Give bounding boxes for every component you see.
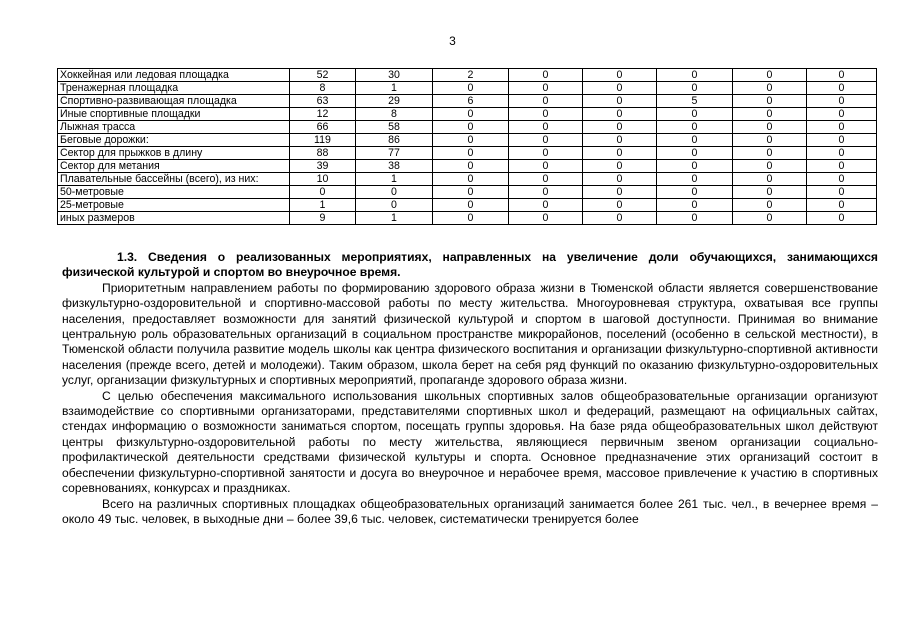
value-cell: 0 — [509, 108, 583, 121]
value-cell: 0 — [733, 212, 807, 225]
table-row — [58, 212, 877, 225]
value-cell: 0 — [733, 199, 807, 212]
value-cell: 2 — [433, 69, 509, 82]
table-row — [58, 108, 877, 121]
value-cell: 8 — [290, 82, 356, 95]
section-text — [62, 250, 878, 527]
facility-name-cell: Лыжная трасса — [58, 121, 290, 134]
table-body — [58, 69, 877, 225]
paragraph-2: С целью обеспечения максимального использования школьных спортивных залов общеобразовательные организации организуют взаимодействие со спортивными организаторами, представителями спортивных школ и федераций, размещают на официальных сайтах, стендах информацию о возможности заниматься спортом, посещать группы здоровья. На базе ряда общеобразовательных школ действуют центры физкультурно-оздоровительной работы по месту жительства, являющиеся первичным звеном организации социально-профилактической деятельности средствами физической культуры и спорта. Основное предназначение этих организаций состоит в обеспечении физкультурно-спортивной занятости и досуга во внеурочное и нерабочее время, массовое привлечение к участию в спортивных соревнованиях, конкурсах и праздниках. — [62, 388, 878, 496]
value-cell: 0 — [509, 121, 583, 134]
table-row — [58, 160, 877, 173]
facility-name-cell: Иные спортивные площадки — [58, 108, 290, 121]
value-cell: 5 — [657, 95, 733, 108]
page-number: 3 — [449, 34, 456, 48]
value-cell: 119 — [290, 134, 356, 147]
value-cell: 0 — [733, 173, 807, 186]
value-cell: 0 — [657, 134, 733, 147]
table-row — [58, 199, 877, 212]
value-cell: 0 — [433, 147, 509, 160]
value-cell: 0 — [433, 121, 509, 134]
value-cell: 0 — [433, 199, 509, 212]
table-row — [58, 186, 877, 199]
paragraph-1: Приоритетным направлением работы по формированию здорового образа жизни в Тюменской области является совершенствование физкультурно-оздоровительной и спортивно-массовой работы по месту жительства. Многоуровневая структура, охватывая все группы населения, предоставляет возможности для занятий физической культурой и спортом в шаговой доступности. Принимая во внимание центральную роль образовательных организаций в социальном пространстве микрорайонов, поселений (особенно в сельской местности), в Тюменской области получила развитие модель школы как центра физического воспитания и организации физкультурно-спортивной активности населения (прежде всего, детей и молодежи). Таким образом, школа берет на себя ряд функций по оказанию физкультурно-оздоровительных услуг, организации физкультурных и спортивных мероприятий, пропаганде здорового образа жизни. — [62, 280, 878, 388]
value-cell: 1 — [356, 82, 433, 95]
value-cell: 0 — [509, 134, 583, 147]
value-cell: 12 — [290, 108, 356, 121]
section-heading: 1.3. Сведения о реализованных мероприятиях, направленных на увеличение доли обучающихся, занимающихся физической культурой и спортом во внеурочное время. — [62, 250, 878, 280]
facility-name-cell: Плавательные бассейны (всего), из них: — [58, 173, 290, 186]
value-cell: 0 — [657, 121, 733, 134]
value-cell: 0 — [733, 147, 807, 160]
value-cell: 0 — [509, 199, 583, 212]
value-cell: 0 — [433, 173, 509, 186]
value-cell: 0 — [807, 82, 877, 95]
value-cell: 0 — [433, 82, 509, 95]
value-cell: 29 — [356, 95, 433, 108]
value-cell: 0 — [807, 69, 877, 82]
table-row — [58, 121, 877, 134]
facility-name-cell: Тренажерная площадка — [58, 82, 290, 95]
value-cell: 0 — [356, 186, 433, 199]
value-cell: 1 — [356, 173, 433, 186]
value-cell: 0 — [433, 212, 509, 225]
facility-name-cell: Беговые дорожки: — [58, 134, 290, 147]
table-row — [58, 147, 877, 160]
table-row — [58, 95, 877, 108]
value-cell: 0 — [807, 173, 877, 186]
value-cell: 0 — [583, 160, 657, 173]
value-cell: 0 — [509, 69, 583, 82]
value-cell: 0 — [509, 160, 583, 173]
facility-name-cell: иных размеров — [58, 212, 290, 225]
value-cell: 63 — [290, 95, 356, 108]
value-cell: 0 — [583, 108, 657, 121]
value-cell: 0 — [807, 134, 877, 147]
value-cell: 0 — [657, 108, 733, 121]
value-cell: 1 — [356, 212, 433, 225]
value-cell: 0 — [657, 173, 733, 186]
value-cell: 0 — [807, 199, 877, 212]
value-cell: 0 — [433, 160, 509, 173]
value-cell: 8 — [356, 108, 433, 121]
value-cell: 0 — [657, 199, 733, 212]
value-cell: 0 — [733, 69, 807, 82]
value-cell: 0 — [583, 186, 657, 199]
value-cell: 0 — [356, 199, 433, 212]
value-cell: 0 — [583, 173, 657, 186]
table-row — [58, 69, 877, 82]
value-cell: 0 — [509, 82, 583, 95]
value-cell: 0 — [433, 134, 509, 147]
value-cell: 0 — [733, 121, 807, 134]
value-cell: 0 — [509, 186, 583, 199]
facility-name-cell: Хоккейная или ледовая площадка — [58, 69, 290, 82]
value-cell: 88 — [290, 147, 356, 160]
value-cell: 0 — [733, 134, 807, 147]
value-cell: 0 — [583, 134, 657, 147]
facility-name-cell: 50-метровые — [58, 186, 290, 199]
value-cell: 0 — [509, 95, 583, 108]
value-cell: 0 — [807, 108, 877, 121]
value-cell: 30 — [356, 69, 433, 82]
value-cell: 0 — [583, 82, 657, 95]
value-cell: 0 — [657, 160, 733, 173]
value-cell: 0 — [807, 121, 877, 134]
value-cell: 0 — [807, 95, 877, 108]
value-cell: 0 — [657, 82, 733, 95]
value-cell: 66 — [290, 121, 356, 134]
paragraph-3: Всего на различных спортивных площадках общеобразовательных организаций занимается более 261 тыс. чел., в вечернее время – около 49 тыс. человек, в выходные дни – более 39,6 тыс. человек, систематически тренируется более — [62, 496, 878, 526]
value-cell: 0 — [657, 147, 733, 160]
table-row — [58, 82, 877, 95]
value-cell: 0 — [807, 212, 877, 225]
value-cell: 38 — [356, 160, 433, 173]
value-cell: 77 — [356, 147, 433, 160]
value-cell: 0 — [509, 147, 583, 160]
facility-name-cell: 25-метровые — [58, 199, 290, 212]
table-row — [58, 173, 877, 186]
value-cell: 0 — [290, 186, 356, 199]
value-cell: 52 — [290, 69, 356, 82]
value-cell: 0 — [807, 147, 877, 160]
value-cell: 0 — [433, 186, 509, 199]
facility-name-cell: Сектор для метания — [58, 160, 290, 173]
value-cell: 0 — [807, 160, 877, 173]
value-cell: 0 — [583, 95, 657, 108]
value-cell: 6 — [433, 95, 509, 108]
value-cell: 58 — [356, 121, 433, 134]
value-cell: 0 — [733, 160, 807, 173]
value-cell: 0 — [583, 147, 657, 160]
value-cell: 0 — [733, 82, 807, 95]
facility-name-cell: Сектор для прыжков в длину — [58, 147, 290, 160]
value-cell: 0 — [583, 121, 657, 134]
value-cell: 1 — [290, 199, 356, 212]
value-cell: 0 — [657, 69, 733, 82]
value-cell: 0 — [509, 173, 583, 186]
value-cell: 86 — [356, 134, 433, 147]
value-cell: 0 — [733, 108, 807, 121]
value-cell: 0 — [583, 212, 657, 225]
value-cell: 0 — [509, 212, 583, 225]
value-cell: 0 — [433, 108, 509, 121]
value-cell: 39 — [290, 160, 356, 173]
value-cell: 0 — [807, 186, 877, 199]
value-cell: 0 — [733, 95, 807, 108]
facility-name-cell: Спортивно-развивающая площадка — [58, 95, 290, 108]
value-cell: 0 — [657, 212, 733, 225]
table-row — [58, 134, 877, 147]
value-cell: 0 — [583, 199, 657, 212]
value-cell: 9 — [290, 212, 356, 225]
value-cell: 0 — [583, 69, 657, 82]
value-cell: 0 — [733, 186, 807, 199]
value-cell: 10 — [290, 173, 356, 186]
value-cell: 0 — [657, 186, 733, 199]
sports-facilities-table — [57, 68, 877, 225]
